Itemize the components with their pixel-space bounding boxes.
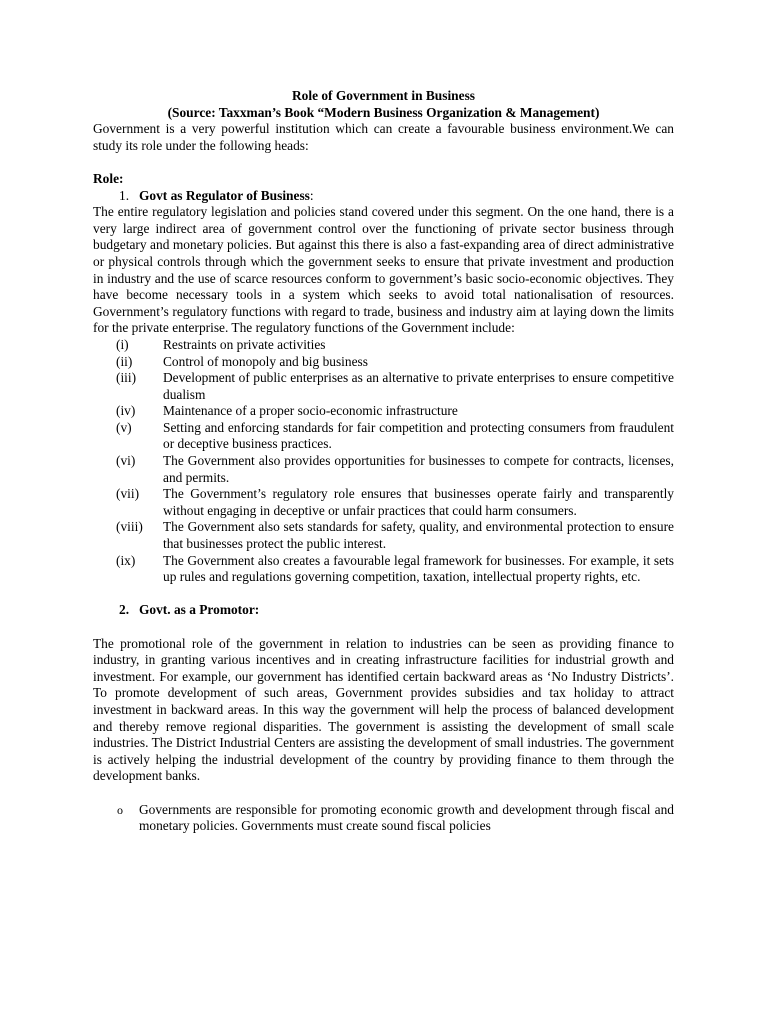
list-item — [93, 802, 674, 835]
list-item — [93, 354, 674, 371]
list-item-text: The Government’s regulatory role ensures that businesses operate fairly and transparently without engaging in deceptive or unfair practices that could harm consumers. — [163, 486, 674, 518]
section2-title: Govt. as a Promotor: — [139, 602, 260, 618]
list-item-number: (i) — [116, 336, 129, 352]
spacer — [93, 785, 674, 802]
list-item-number: (ix) — [116, 552, 136, 568]
promotion-bullet-list — [93, 802, 674, 835]
list-item-text: Governments are responsible for promoting economic growth and development through fiscal and monetary policies. Governments must create sound fiscal policies — [139, 801, 674, 834]
list-item-text: Restraints on private activities — [163, 336, 326, 352]
list-item — [93, 370, 674, 403]
spacer — [93, 586, 674, 603]
list-item — [93, 486, 674, 519]
list-item-number: (viii) — [116, 519, 143, 535]
list-item-text: Control of monopoly and big business — [163, 353, 368, 369]
section1-heading — [93, 188, 674, 205]
list-item-number: (vi) — [116, 453, 136, 469]
list-item-text: The Government also creates a favourable legal framework for businesses. For example, it sets up rules and regulations governing competition, taxation, intellectual property rights, etc. — [163, 552, 674, 585]
document-subtitle: (Source: Taxxman’s Book “Modern Business Organization & Management) — [167, 104, 600, 120]
list-item — [93, 337, 674, 354]
list-item — [93, 519, 674, 552]
list-item-number: (iii) — [116, 370, 137, 386]
document-title: Role of Government in Business — [291, 88, 475, 103]
list-item-number: (ii) — [116, 353, 133, 369]
list-item — [93, 403, 674, 420]
regulatory-functions-list — [93, 337, 674, 586]
intro-paragraph: Government is a very powerful institution which can create a favourable business environment.We can study its role under the following heads: — [93, 121, 674, 153]
section2-number: 2. — [119, 602, 130, 618]
list-item-number: (vii) — [116, 486, 140, 502]
list-item — [93, 420, 674, 453]
list-item-text: Setting and enforcing standards for fair competition and protecting consumers from fraudulent or deceptive business practices. — [163, 419, 674, 452]
section1-paragraph: The entire regulatory legislation and policies stand covered under this segment. On the one hand, there is a very large indirect area of government control over the functioning of private sector business through budgetary and monetary policies. But against this there is also a fast-expanding area of direct administrative or physical controls through which the government seeks to ensure that private investment and production in industry and the use of scarce resources conform to government’s basic socio-economic objectives. They have become necessary tools in a system which seeks to avoid total nationalisation of resources. Government’s regulatory functions with regard to trade, business and industry aim at laying down the limits for the private enterprise. The regulatory functions of the Government include: — [93, 204, 674, 336]
list-item-text: The Government also sets standards for safety, quality, and environmental protection to ensure that businesses protect the public interest. — [163, 519, 674, 552]
section1-number: 1. — [119, 187, 130, 203]
list-item-text: The Government also provides opportunities for businesses to compete for contracts, licenses, and permits. — [163, 453, 674, 485]
section2-heading — [93, 602, 674, 619]
list-item-text: Maintenance of a proper socio-economic infrastructure — [163, 403, 458, 419]
document-page — [93, 88, 674, 835]
section1-title-suffix: : — [309, 187, 314, 203]
list-item — [93, 453, 674, 486]
role-heading: Role: — [93, 170, 124, 186]
list-item-number: (v) — [116, 419, 132, 435]
bullet-marker: o — [117, 802, 123, 817]
section1-title: Govt as Regulator of Business — [139, 187, 310, 203]
spacer — [93, 619, 674, 636]
list-item-text: Development of public enterprises as an alternative to private enterprises to ensure competitive dualism — [163, 370, 674, 402]
section2-paragraph: The promotional role of the government in relation to industries can be seen as providing finance to industry, in granting various incentives and in creating infrastructure facilities for industrial growth and investment. For example, our government has identified certain backward areas as ‘No Industry Districts’. To promote development of such areas, Government provides subsidies and tax holiday to attract investment in backward areas. In this way the government will help the process of balanced development and thereby remove regional disparities. The government is assisting the development of small scale industries. The District Industrial Centers are assisting the development of small industries. The government is actively helping the industrial development of the country by providing finance to them through the development banks. — [93, 635, 674, 784]
list-item — [93, 553, 674, 586]
list-item-number: (iv) — [116, 403, 136, 419]
